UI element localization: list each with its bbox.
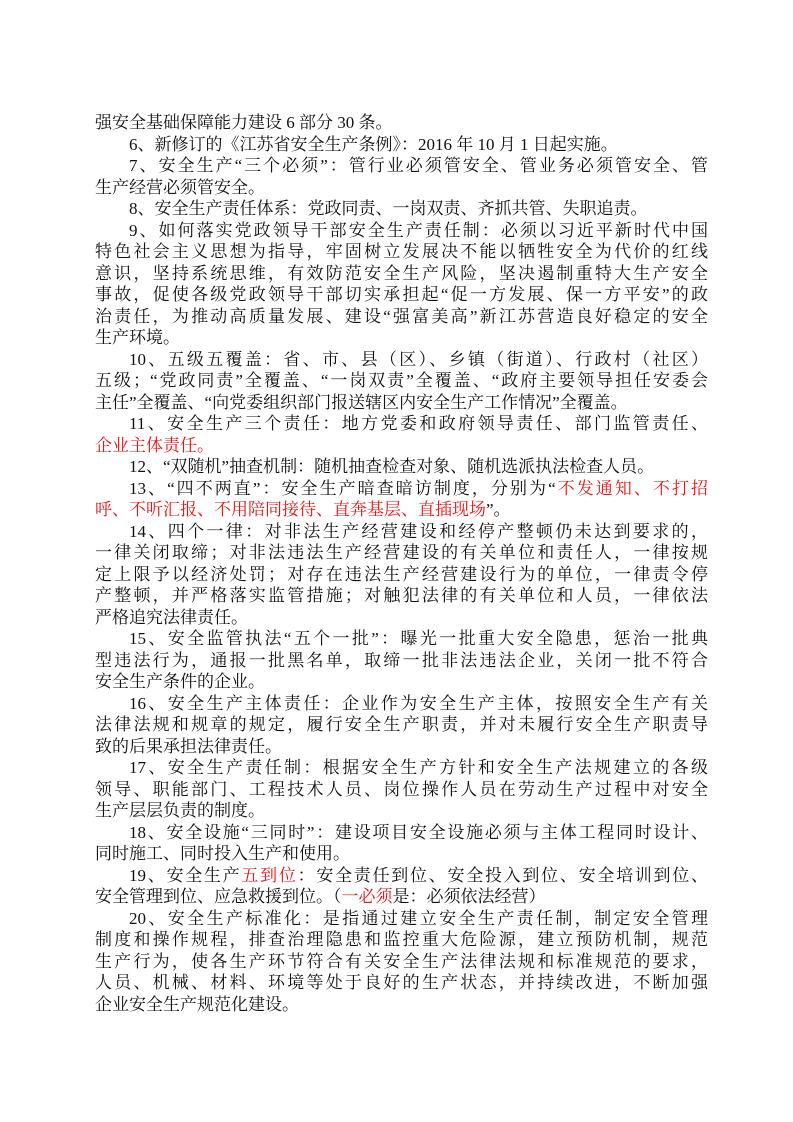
text-line: [95, 607, 708, 629]
text-segment: 15、安全监管执法“五个一批”：曝光一批重大安全隐患，惩治一批典: [129, 629, 708, 648]
highlighted-text: 呼、不听汇报、不用陪同接待、直奔基层、直插现场: [95, 500, 486, 519]
text-line: [95, 843, 708, 865]
text-line: [95, 671, 708, 693]
text-line: [95, 177, 708, 199]
text-line: [95, 456, 708, 478]
text-segment: 事故，促使各级党政领导干部切实承担起“促一方发展、保一方平安”的政: [95, 285, 708, 304]
text-segment: 18、安全设施“三同时”：建设项目安全设施必须与主体工程同时设计、: [129, 822, 708, 842]
text-segment: 治责任，为推动高质量发展、建设“强富美高”新江苏营造良好稳定的安全: [95, 306, 708, 326]
text-line: [95, 413, 708, 435]
text-line: [95, 392, 708, 414]
text-line: [95, 327, 708, 349]
text-segment: 法律法规和规章的规定，履行安全生产职责，并对未履行安全生产职责导: [95, 715, 708, 734]
text-line: [95, 994, 708, 1016]
text-line: [95, 865, 708, 887]
text-line: [95, 886, 708, 908]
text-segment: 11、安全生产三个责任：地方党委和政府领导责任、部门监管责任、: [129, 414, 708, 433]
text-line: [95, 757, 708, 779]
text-segment: 定上限予以经济处罚；对存在违法生产经营建设行为的单位，一律责令停: [95, 564, 708, 584]
text-line: [95, 155, 708, 177]
text-segment: 领导、职能部门、工程技术人员、岗位操作人员在劳动生产过程中对安全: [95, 779, 708, 799]
text-segment: 8、安全生产责任体系：党政同责、一岗双责、齐抓共管、失职追责。: [129, 199, 648, 218]
text-segment: 型违法行为，通报一批黑名单，取缔一批非法违法企业，关闭一批不符合: [95, 650, 708, 670]
text-segment: 强安全基础保障能力建设 6 部分 30 条。: [95, 113, 393, 132]
text-segment: 9、如何落实党政领导干部安全生产责任制：必须以习近平新时代中国: [129, 220, 708, 240]
text-line: [95, 585, 708, 607]
text-segment: 五级；“党政同责”全覆盖、“一岗双责”全覆盖、“政府主要领导担任安委会: [95, 371, 708, 390]
highlighted-text: 不发通知、不打招: [555, 478, 709, 498]
text-line: [95, 370, 708, 392]
text-line: [95, 693, 708, 715]
text-line: [95, 478, 708, 500]
text-segment: 一律关闭取缔；对非法违法生产经营建设的有关单位和责任人，一律按规: [95, 543, 708, 562]
text-line: [95, 306, 708, 328]
text-segment: 安全生产条件的企业。: [95, 672, 265, 691]
document-text-block: [95, 112, 708, 1015]
text-segment: 特色社会主义思想为指导，牢固树立发展决不能以牺牲安全为代价的红线: [95, 242, 708, 261]
text-segment: 致的后果承担法律责任。: [95, 736, 282, 756]
text-segment: ”。: [486, 500, 511, 519]
text-line: [95, 929, 708, 951]
text-line: [95, 263, 708, 285]
text-line: [95, 284, 708, 306]
text-line: [95, 628, 708, 650]
text-line: [95, 714, 708, 736]
text-segment: 13、“四不两直”：安全生产暗查暗访制度，分别为“: [129, 478, 556, 498]
text-line: [95, 542, 708, 564]
text-line: [95, 521, 708, 543]
highlighted-text: 企业主体责任。: [95, 435, 214, 455]
highlighted-text: 五到位: [241, 865, 298, 885]
text-segment: ：安全责任到位、安全投入到位、安全培训到位、: [297, 865, 709, 885]
text-segment: 10、五级五覆盖：省、市、县（区）、乡镇（街道）、行政村（社区）: [129, 349, 708, 369]
text-segment: 12、“双随机”抽查机制：随机抽查检查对象、随机选派执法检查人员。: [129, 457, 655, 476]
text-segment: 人员、机械、材料、环境等处于良好的生产状态，并持续改进，不断加强: [95, 973, 708, 992]
text-segment: 同时施工、同时投入生产和使用。: [95, 844, 350, 863]
text-segment: 主任”全覆盖、“向党委组织部门报送辖区内安全生产工作情况”全覆盖。: [95, 392, 628, 412]
text-segment: 20、安全生产标准化：是指通过建立安全生产责任制，制定安全管理: [129, 908, 708, 928]
text-line: [95, 220, 708, 242]
text-line: [95, 736, 708, 758]
text-line: [95, 134, 708, 156]
text-segment: 安全管理到位、应急救援到位。（: [95, 887, 342, 906]
text-line: [95, 779, 708, 801]
text-segment: 14、四个一律：对非法生产经营建设和经停产整顿仍未达到要求的，: [129, 521, 708, 541]
text-line: [95, 198, 708, 220]
text-segment: 产整顿，并严格落实监管措施；对触犯法律的有关单位和人员，一律依法: [95, 586, 708, 605]
text-line: [95, 112, 708, 134]
text-segment: 意识，坚持系统思维，有效防范安全生产风险，坚决遏制重特大生产安全: [95, 263, 708, 283]
text-segment: 生产经营必须管安全。: [95, 177, 265, 197]
text-segment: 生产环境。: [95, 328, 180, 347]
text-line: [95, 435, 708, 457]
text-segment: 生产层层负责的制度。: [95, 801, 265, 820]
text-segment: 生产行为，使各生产环节符合有关安全生产法律法规和标准规范的要求，: [95, 951, 708, 971]
text-segment: 7、安全生产“三个必须”：管行业必须管安全、管业务必须管安全、管: [129, 156, 708, 175]
text-line: [95, 800, 708, 822]
text-segment: 6、新修订的《江苏省安全生产条例》：2016 年 10 月 1 日起实施。: [129, 134, 618, 154]
text-line: [95, 972, 708, 994]
text-segment: 16、安全生产主体责任：企业作为安全生产主体，按照安全生产有关: [129, 693, 708, 713]
text-line: [95, 822, 708, 844]
text-line: [95, 349, 708, 371]
text-segment: 严格追究法律责任。: [95, 607, 248, 627]
text-line: [95, 650, 708, 672]
text-line: [95, 564, 708, 586]
text-segment: 19、安全生产: [129, 865, 242, 885]
text-line: [95, 499, 708, 521]
text-segment: 制度和操作规程，排查治理隐患和监控重大危险源，建立预防机制，规范: [95, 930, 708, 949]
text-segment: 是：必须依法经营）: [392, 887, 546, 906]
text-line: [95, 908, 708, 930]
text-line: [95, 951, 708, 973]
text-segment: 企业安全生产规范化建设。: [95, 994, 299, 1014]
highlighted-text: 一必须: [341, 887, 393, 906]
text-line: [95, 241, 708, 263]
text-segment: 17、安全生产责任制：根据安全生产方针和安全生产法规建立的各级: [129, 758, 708, 777]
